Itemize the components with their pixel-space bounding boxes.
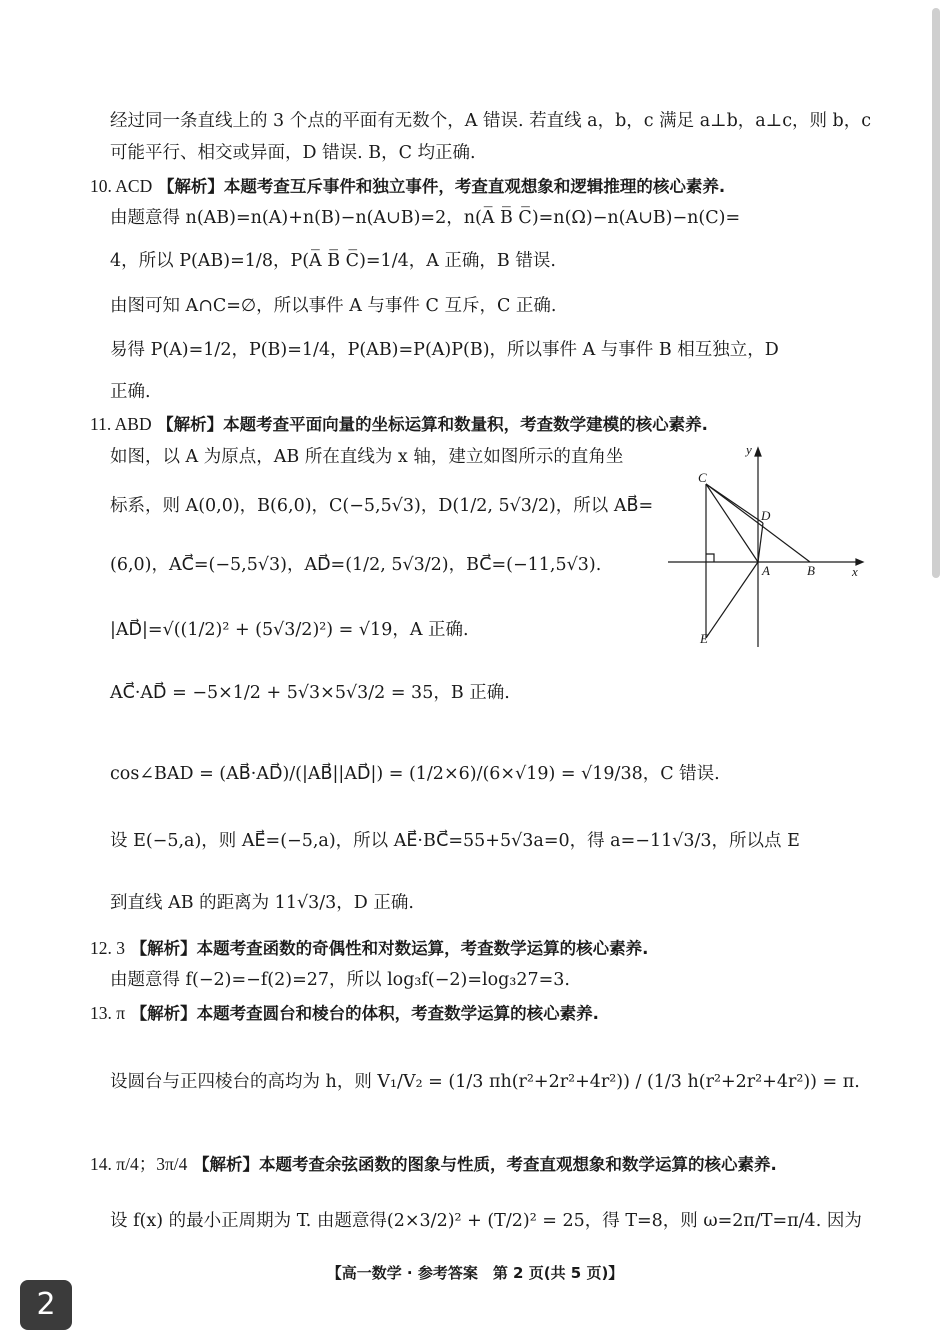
analysis-tag: 【解析】本题考查平面向量的坐标运算和数量积，考查数学建模的核心素养. bbox=[157, 415, 708, 434]
label-D: D bbox=[761, 508, 771, 523]
text-line: 标系，则 A(0,0)，B(6,0)，C(−5,5√3)，D(1/2, 5√3/2)，所以 AB⃗= bbox=[110, 496, 654, 516]
text-line: |AD⃗|=√((1/2)² + (5√3/2)²) = √19，A 正确. bbox=[110, 620, 469, 640]
analysis-tag: 【解析】本题考查互斥事件和独立事件，考查直观想象和逻辑推理的核心素养. bbox=[157, 177, 726, 196]
coordinate-figure bbox=[668, 442, 868, 647]
y-axis-arrow bbox=[755, 448, 761, 456]
question-13-header bbox=[90, 1002, 599, 1025]
question-number: 14. π/4；3π/4 bbox=[90, 1154, 188, 1174]
segment-CA bbox=[706, 484, 758, 562]
segment-AD bbox=[758, 523, 763, 562]
question-number: 13. π bbox=[90, 1003, 126, 1023]
text-line: 经过同一条直线上的 3 个点的平面有无数个，A 错误. 若直线 a，b，c 满足 a⊥b，a⊥c，则 b，c bbox=[110, 111, 872, 131]
text-line: 设 f(x) 的最小正周期为 T. 由题意得(2×3/2)² + (T/2)² = 25，得 T=8，则 ω=2π/T=π/4. 因为 bbox=[110, 1211, 862, 1231]
page-number-badge[interactable]: 2 bbox=[20, 1280, 72, 1330]
text-line: (6,0)，AC⃗=(−5,5√3)，AD⃗=(1/2, 5√3/2)，BC⃗=(−11,5√3). bbox=[110, 555, 602, 575]
text-line: 由题意得 f(−2)=−f(2)=27，所以 log₃f(−2)=log₃27=3. bbox=[110, 970, 570, 990]
text-line: 如图，以 A 为原点，AB 所在直线为 x 轴，建立如图所示的直角坐 bbox=[110, 447, 624, 467]
question-11-header bbox=[90, 413, 708, 436]
label-B: B bbox=[807, 563, 815, 578]
segment-EA bbox=[706, 562, 758, 638]
analysis-tag: 【解析】本题考查函数的奇偶性和对数运算，考查数学运算的核心素养. bbox=[130, 939, 649, 958]
page-footer: 【高一数学 · 参考答案 第 2 页(共 5 页)】 bbox=[326, 1264, 624, 1282]
text-line: AC⃗·AD⃗ = −5×1/2 + 5√3×5√3/2 = 35，B 正确. bbox=[110, 683, 510, 703]
text-line: 到直线 AB 的距离为 11√3/3，D 正确. bbox=[110, 893, 414, 913]
analysis-tag: 【解析】本题考查余弦函数的图象与性质，考查直观想象和数学运算的核心素养. bbox=[192, 1155, 777, 1174]
text-line: 正确. bbox=[110, 382, 151, 402]
text-line: 易得 P(A)=1/2，P(B)=1/4，P(AB)=P(A)P(B)，所以事件 A 与事件 B 相互独立，D bbox=[110, 340, 779, 360]
text-line: 设圆台与正四棱台的高均为 h，则 V₁/V₂ = (1/3 πh(r²+2r²+4r²)) / (1/3 h(r²+2r²+4r²)) = π. bbox=[110, 1072, 860, 1092]
label-E: E bbox=[700, 631, 708, 646]
analysis-tag: 【解析】本题考查圆台和棱台的体积，考查数学运算的核心素养. bbox=[130, 1004, 599, 1023]
text-line: 4，所以 P(AB)=1/8，P(A̅ B̅ C̅)=1/4，A 正确，B 错误. bbox=[110, 251, 556, 271]
question-14-header bbox=[90, 1153, 777, 1176]
scrollbar[interactable] bbox=[932, 8, 940, 578]
question-number: 10. ACD bbox=[90, 176, 153, 196]
segment-CD bbox=[706, 484, 763, 523]
question-number: 12. 3 bbox=[90, 938, 125, 958]
question-12-header bbox=[90, 937, 648, 960]
right-angle-mark bbox=[706, 554, 714, 562]
question-number: 11. ABD bbox=[90, 414, 152, 434]
text-line: 由图可知 A∩C=∅，所以事件 A 与事件 C 互斥，C 正确. bbox=[110, 296, 557, 316]
label-A: A bbox=[762, 563, 770, 578]
label-y: y bbox=[746, 442, 752, 457]
text-line: 设 E(−5,a)，则 AE⃗=(−5,a)，所以 AE⃗·BC⃗=55+5√3a=0，得 a=−11√3/3，所以点 E bbox=[110, 831, 800, 851]
question-10-header bbox=[90, 175, 725, 198]
label-C: C bbox=[698, 470, 707, 485]
text-line: 由题意得 n(AB)=n(A)+n(B)−n(A∪B)=2，n(A̅ B̅ C̅)=n(Ω)−n(A∪B)−n(C)= bbox=[110, 208, 741, 228]
text-line: 可能平行、相交或异面，D 错误. B，C 均正确. bbox=[110, 143, 476, 163]
label-x: x bbox=[852, 564, 858, 579]
text-line: cos∠BAD = (AB⃗·AD⃗)/(|AB⃗||AD⃗|) = (1/2×6)/(6×√19) = √19/38，C 错误. bbox=[110, 764, 720, 784]
